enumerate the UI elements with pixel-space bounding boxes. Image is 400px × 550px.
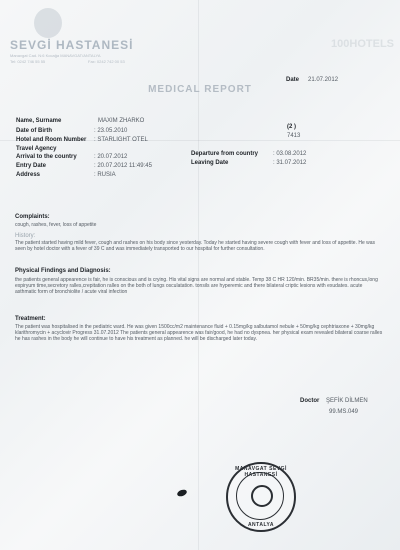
treatment-heading: Treatment: xyxy=(15,316,46,322)
address-value: : RUSIA xyxy=(94,172,116,178)
doctor-name: ŞEFİK DİLMEN xyxy=(326,398,368,404)
date-value: 21.07.2012 xyxy=(308,77,339,83)
doctor-label: Doctor xyxy=(300,398,320,404)
hospital-phone: Tel: 0242 746 55 55 xyxy=(10,59,46,64)
stamp-top-text: MANAVGAT SEVGİ HASTANESİ xyxy=(235,466,287,478)
travel-agency-label: Travel Agency xyxy=(16,146,57,152)
hospital-fax: Fax: 0242 742 00 53 xyxy=(88,59,125,64)
hospital-name: SEVGİ HASTANESİ xyxy=(10,38,134,52)
patient-name-label: Name, Surname xyxy=(16,118,62,124)
findings-text: the patients general appearence is fair, he is conscious and is crying. His vital signs are normal and stable. Temp 38 C HR 120/min. BR35/min. there is rhoncus,long expiryum time,secretory ralles,crepitation ralles on the both of lungs osculatation. tonsils are hyperemic and there bilateral criptic lesions with exudates. acute asthmatic form of bronchiolite / acute viral infection xyxy=(15,277,378,295)
report-title: MEDICAL REPORT xyxy=(148,84,252,95)
leaving-value: : 31.07.2012 xyxy=(273,160,307,166)
departure-label: Departure from country xyxy=(191,151,259,157)
findings-heading: Physical Findings and Diagnosis: xyxy=(15,268,111,274)
address-label: Address xyxy=(16,172,41,178)
treatment-text: The patient was hospitalised in the pediatric ward. He was given 1500cc/m2 maintenance fluid + 0.15mg/kg salbutamol nebule + 50mg/kg cephtriaxone + 30mg/kg klarithromycin + acyclovir Progress 31.07.2012 The patients general appearence was fair/good, he had no dyspnea. her physical exam revealed bilateral coarse ralles he has rashes in the body he will continue to have his treatment as planned. he will be discharged later today. xyxy=(15,324,383,342)
stamp-emblem-icon xyxy=(251,485,273,507)
room-number: 7413 xyxy=(287,133,301,139)
departure-value: : 03.08.2012 xyxy=(273,151,307,157)
doctor-code: 99.MS.049 xyxy=(329,409,359,415)
leaving-label: Leaving Date xyxy=(191,160,229,166)
ink-mark xyxy=(176,488,187,497)
hotel-value: : STARLIGHT OTEL xyxy=(94,137,148,143)
patient-name-row xyxy=(16,118,61,124)
history-text: The patient started having mild fever, cough and rashes on his body since yesterday. Today he started having severe cough with fever and loss of appetite. He was seen by hotel doctor with a fever of 39 C and was immediately transported to our hospital for further consultation. xyxy=(15,240,376,252)
patient-name-value: MAXIM ZHARKO xyxy=(98,118,145,124)
dob-label: Date of Birth xyxy=(16,128,52,134)
stamp-bottom-text: ANTALYA xyxy=(247,522,275,528)
dob-value: : 23.05.2010 xyxy=(94,128,128,134)
hotel-code: (2 ) xyxy=(287,124,296,130)
entry-label: Entry Date xyxy=(16,163,47,169)
history-heading: History: xyxy=(15,233,36,239)
hospital-logo xyxy=(8,8,158,70)
entry-value: : 20.07.2012 11:49:45 xyxy=(94,163,152,169)
arrival-label: Arrival to the country xyxy=(16,154,77,160)
arrival-value: : 20.07.2012 xyxy=(94,154,128,160)
hospital-logo-icon xyxy=(34,8,62,38)
complaints-heading: Complaints: xyxy=(15,214,50,220)
date-label: Date xyxy=(286,77,300,83)
hotel-label: Hotel and Room Number xyxy=(16,137,87,143)
complaints-text: cough, rashes, fever, loss of appetite xyxy=(15,222,97,228)
paper-crease xyxy=(198,0,199,550)
hospital-stamp xyxy=(226,462,296,532)
hospital-address: Manavgat Cad. N:6 Kocağa MANAVGAT/ANTALYA xyxy=(10,53,101,58)
watermark: 100HOTELS xyxy=(331,38,394,50)
